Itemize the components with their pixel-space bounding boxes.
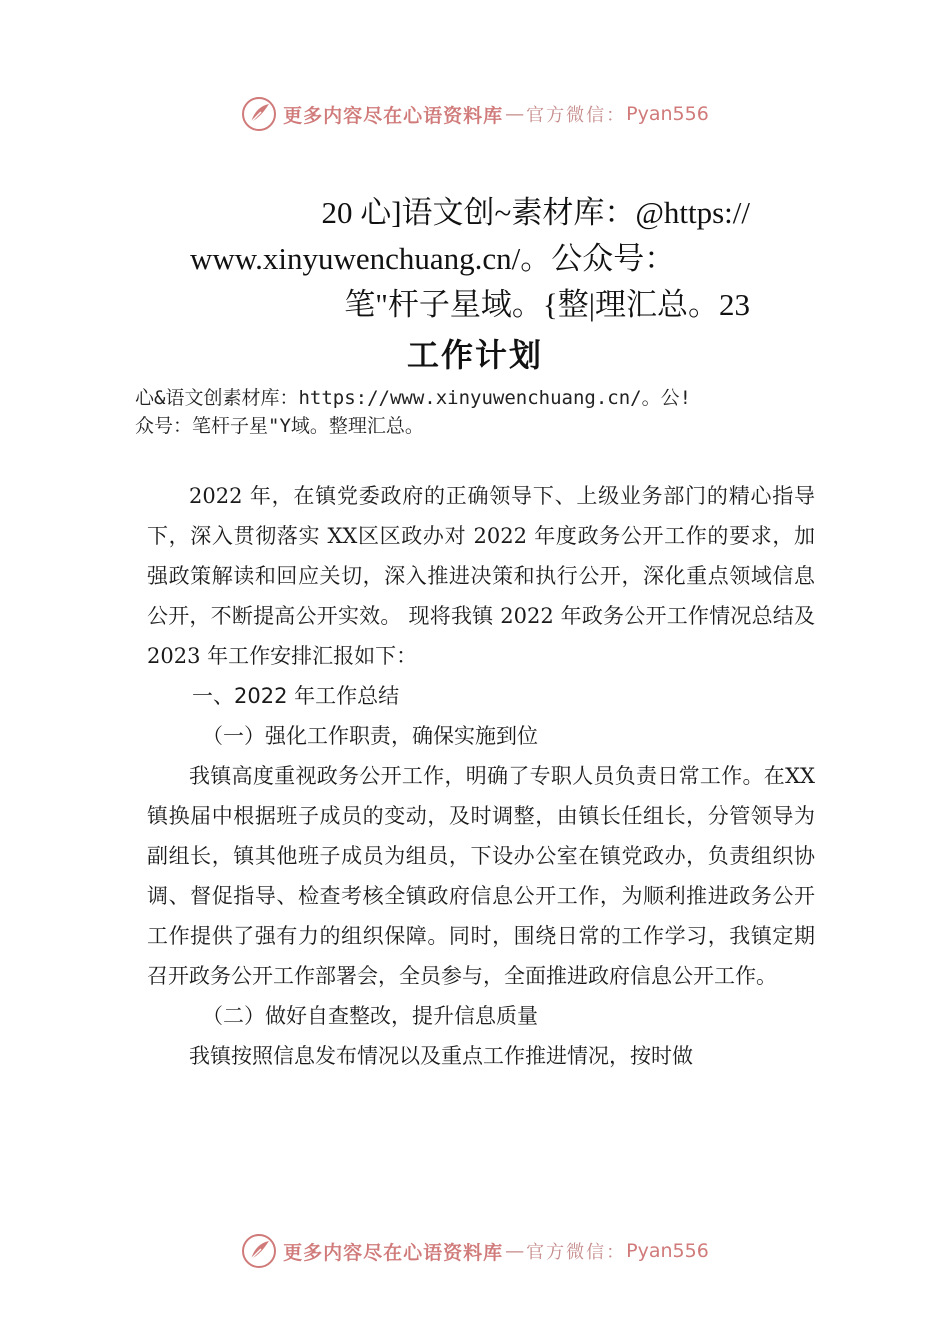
headline-line-1: 20 心]语文创~素材库：@https:// — [321, 195, 750, 230]
banner-wechat-id: Pyan556 — [626, 1240, 709, 1262]
header-watermark-banner — [0, 92, 950, 136]
headline-line-3: 笔"杆子星域。{整|理汇总。23 — [344, 287, 750, 322]
paragraph-1: 我镇高度重视政务公开工作，明确了专职人员负责日常工作。在XX镇换届中根据班子成员的变动，及时调整，由镇长任组长，分管领导为副组长，镇其他班子成员为组员，下设办公室在镇党政办，负责组织协调、督促指导、检查考核全镇政府信息公开工作，为顺利推进政务公开工作提供了强有力的组织保障。同时，围绕日常的工作学习，我镇定期召开政务公开工作部署会，全员参与，全面推进政府信息公开工作。 — [147, 764, 815, 988]
subsection-heading-2: （二）做好自查整改，提升信息质量 — [202, 1004, 538, 1028]
banner-separator: — — [505, 103, 525, 125]
banner-text: 更多内容尽在心语资料库 — [283, 104, 504, 127]
banner-separator: — — [505, 1240, 525, 1262]
feather-pen-logo-icon — [241, 1233, 277, 1269]
banner-wechat-label: 官方微信： — [526, 105, 627, 126]
intro-paragraph: 2022 年，在镇党委政府的正确领导下、上级业务部门的精心指导下，深入贯彻落实 XX区区政办对 2022 年度政务公开工作的要求，加强政策解读和回应关切，深入推进决策和执行公开，深化重点领域信息公开，不断提高公开实效。 现将我镇 2022 年政务公开工作情况总结及 2023 年工作安排汇报如下： — [147, 484, 815, 668]
banner-wechat-id: Pyan556 — [626, 103, 709, 125]
banner-wechat-label: 官方微信： — [526, 1242, 627, 1263]
source-note-line-2: 众号：笔杆子星"Y域。整理汇总。 — [135, 415, 424, 437]
document-body — [147, 476, 815, 1076]
headline-line-2: www.xinyuwenchuang.cn/。公众号： — [190, 241, 676, 276]
source-note — [135, 384, 835, 440]
paragraph-2: 我镇按照信息发布情况以及重点工作推进情况，按时做 — [189, 1044, 693, 1068]
subsection-heading-1: （一）强化工作职责，确保实施到位 — [202, 724, 538, 748]
banner-text: 更多内容尽在心语资料库 — [283, 1241, 504, 1264]
footer-watermark-banner — [0, 1229, 950, 1273]
document-title: 工作计划 — [406, 336, 543, 374]
source-note-line-1: 心&语文创素材库：https://www.xinyuwenchuang.cn/。公! — [135, 387, 692, 409]
headline-block — [190, 190, 750, 328]
feather-pen-logo-icon — [241, 96, 277, 132]
section-heading-1: 一、2022 年工作总结 — [192, 684, 400, 708]
